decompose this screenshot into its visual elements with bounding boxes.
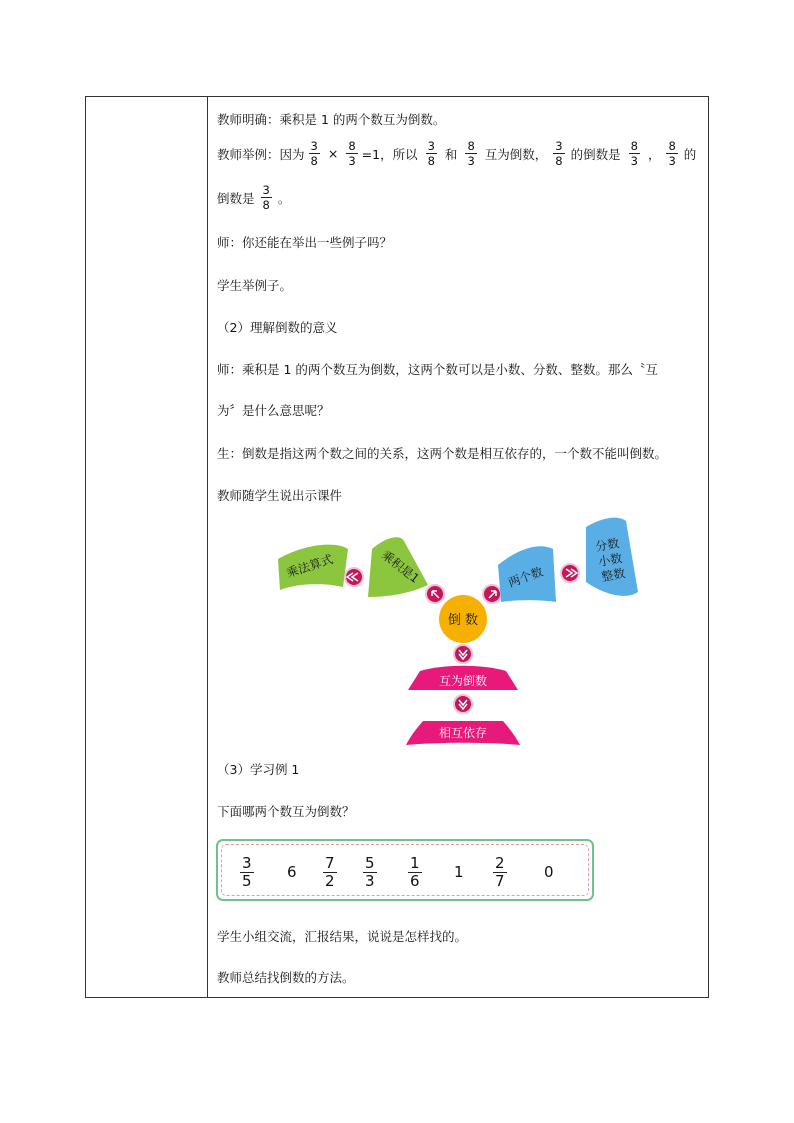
denominator: 3 [668,154,676,168]
times-sign: × [327,146,339,161]
line-student-examples: 学生举例子。 [217,278,293,293]
numerator: 3 [310,139,318,153]
denominator: 8 [262,198,270,212]
line-teacher-summary: 教师总结找倒数的方法。 [217,970,355,985]
denominator: 3 [467,154,475,168]
number-box [216,839,594,901]
label-integer: 整数 [600,566,627,585]
number-fraction [493,855,507,890]
label-fraction: 分数 [594,536,621,555]
label-mutual: 互为倒数 [438,674,488,688]
number-box-inner [221,844,589,896]
integer-value: 1 [454,863,464,881]
text: 的倒数是 [570,146,621,162]
text: 的 [683,146,697,162]
denominator: 8 [310,154,318,168]
numerator: 5 [365,854,375,872]
line-group-discuss: 学生小组交流，汇报结果，说说是怎样找的。 [217,929,468,944]
numerator: 3 [555,139,563,153]
fraction [408,855,422,890]
line-teacher-mutual-cont: 为〞是什么意思呢？ [217,403,330,418]
line-teacher-question: 师：你还能在举出一些例子吗？ [217,235,393,250]
fraction [240,855,254,890]
denominator: 8 [555,154,563,168]
denominator: 2 [325,872,335,890]
numerator: 7 [325,854,335,872]
denominator: 6 [410,872,420,890]
number-fraction [240,855,254,890]
label-decimal: 小数 [597,551,624,570]
numerator: 8 [630,139,638,153]
number-integer [454,855,464,889]
heading-example-1: （3）学习例 1 [217,762,300,777]
numerator: 1 [410,854,420,872]
line-courseware: 教师随学生说出示课件 [217,488,343,503]
number-integer [287,855,297,889]
text: 。 [277,190,291,206]
heading-meaning: （2）理解倒数的意义 [217,320,338,335]
numerator: 2 [495,854,505,872]
numerator: 3 [262,183,270,197]
denominator: 5 [242,872,252,890]
denominator: 3 [630,154,638,168]
numerator: 8 [348,139,356,153]
fraction [363,855,377,890]
numerator: 8 [668,139,676,153]
number-fraction [323,855,337,890]
concept-diagram [208,97,710,757]
numerator: 3 [427,139,435,153]
denominator: 7 [495,872,505,890]
number-fraction [363,855,377,890]
fraction [493,855,507,890]
right-column [208,97,708,997]
integer-value: 0 [544,863,554,881]
text: 倒数是 [217,190,255,206]
line-teacher-mutual: 师：乘积是 1 的两个数互为倒数，这两个数可以是小数、分数、整数。那么〝互 [217,362,658,377]
number-integer [544,855,554,889]
line-student-answer: 生：倒数是指这两个数之间的关系，这两个数是相互依存的，一个数不能叫倒数。 [217,446,668,461]
text: 教师举例：因为 [217,146,305,162]
label-dependent: 相互依存 [438,726,488,740]
text: =1，所以 [361,146,418,162]
denominator: 8 [427,154,435,168]
text: ， [647,146,661,162]
label-multiplication: 乘法算式 [284,552,335,581]
left-column [86,97,208,997]
integer-value: 6 [287,863,297,881]
label-center: 倒 数 [447,613,479,628]
denominator: 3 [348,154,356,168]
number-fraction [408,855,422,890]
text: 互为倒数， [484,146,548,162]
numerator: 8 [467,139,475,153]
denominator: 3 [365,872,375,890]
label-two-numbers: 两个数 [506,564,545,590]
label-product-one: 乘积是1 [378,547,422,586]
lesson-table [85,96,709,998]
line-teacher-clarify: 教师明确：乘积是 1 的两个数互为倒数。 [217,112,446,127]
text: 和 [444,146,458,162]
line-question: 下面哪两个数互为倒数？ [217,804,355,819]
numerator: 3 [242,854,252,872]
fraction [323,855,337,890]
